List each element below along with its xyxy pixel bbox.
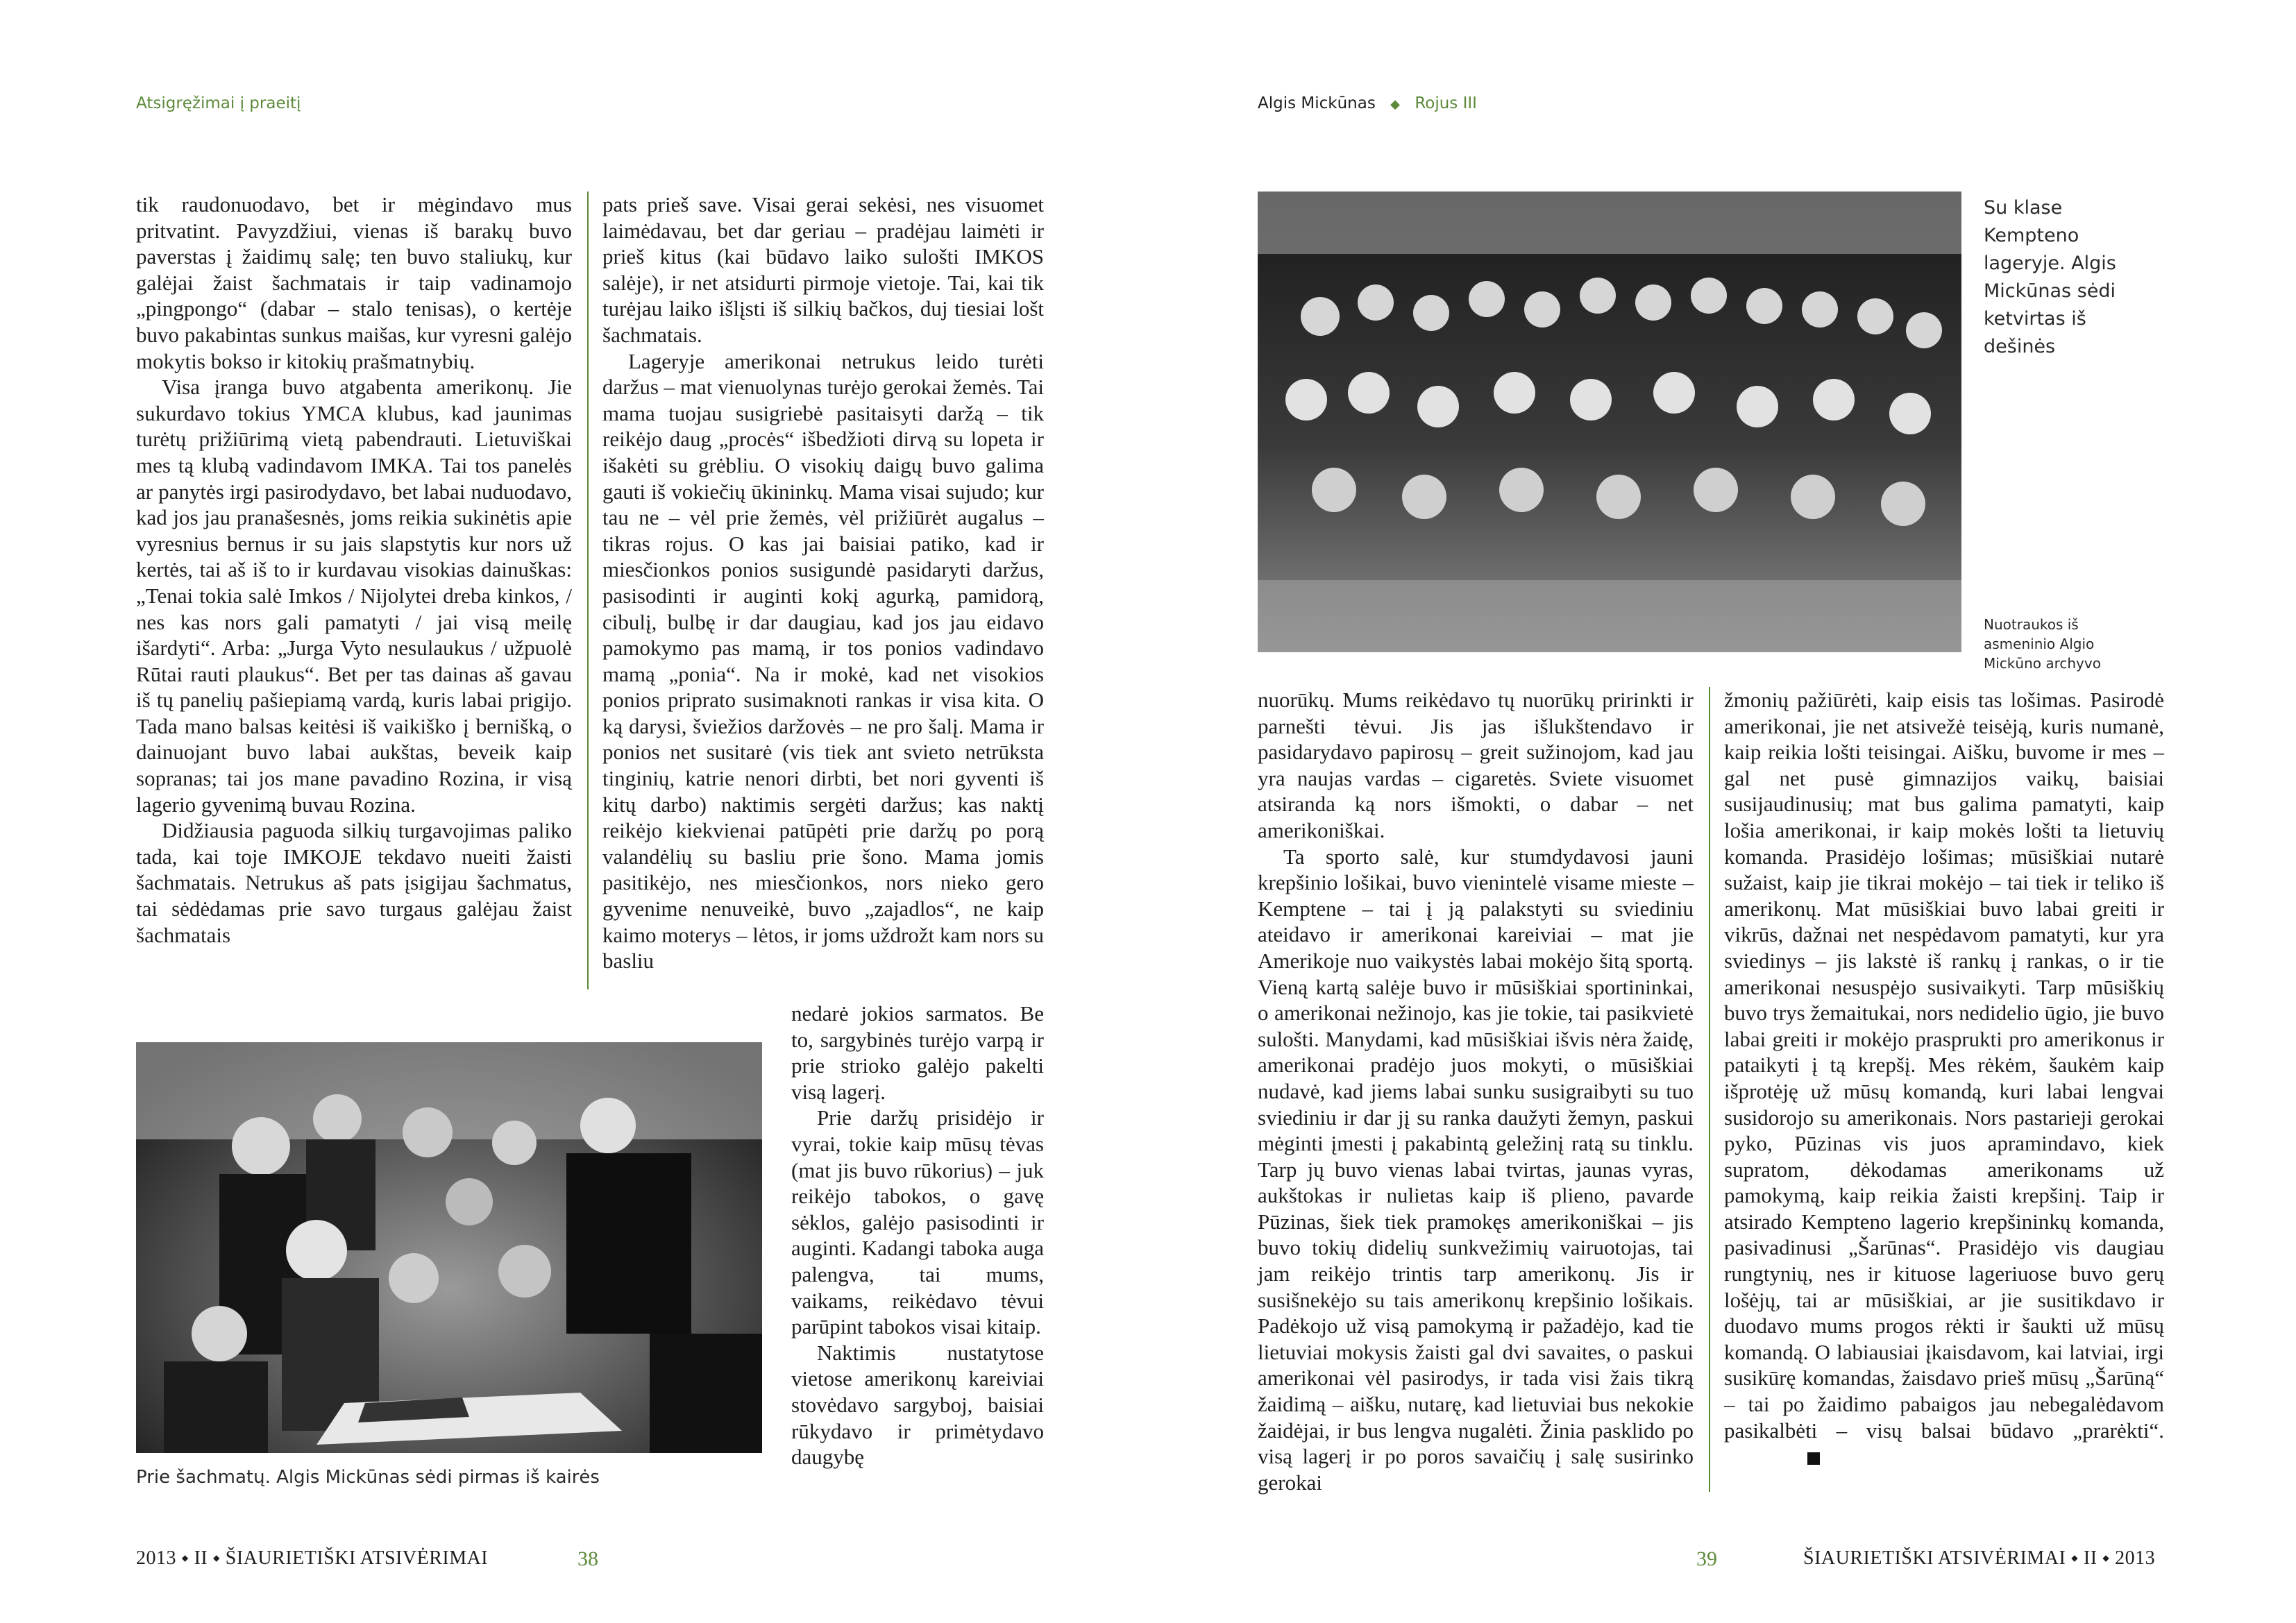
- right-column-2: [1724, 687, 2164, 1470]
- left-running-header: Atsigręžimai į praeitį: [136, 94, 301, 112]
- right-page-number: 39: [1696, 1547, 1717, 1570]
- paragraph-text: žmonių pažiūrėti, kaip eisis tas lošimas. Pasirodė amerikonai, jie net atsivežė teisėją, kuris numanė, kaip reikia lošti teisingai. Aišku, buvome ir mes – gal net pusė gimnazijos vaikų, baisiai susijaudinusių; mat bus galima pamatyti, kaip lošia amerikonai, ir kaip mokės lošti ta lietuvių komanda. Prasidėjo lošimas; mūsiškiai nutarė sužaist, kaip jie tikrai mokėjo – tai tiek ir teliko iš amerikonų. Mat mūsiškiai buvo labai greiti ir vikrūs, dažnai net nespėdavom pamatyti, kur yra sviedinys – jis lakstė iš rankų į rankas, o ir tie amerikonai nesuspėjo susivaikyti. Tarp mūsiškių buvo trys žemaitukai, nors nedidelio ūgio, jie buvo labai greiti ir mokėjo prasprukti pro amerikonus ir pataikyti į tą krepšį. Mes rėkėm, šaukėm kaip išprotėję už mūsų komandą, kuri labai lengvai susidorojo su amerikonais. Nors pastarieji gerokai pyko, Pūzinas vis juos apramindavo, kiek supratom, dėkodamas amerikonams už pamokymą, kaip reikia žaisti krepšinį. Taip ir atsirado Kempteno lagerio krepšininkų komanda, pasivadinusi „Šarūnas“. Prasidėjo vis daugiau rungtynių, nes ir kituose lageriuose buvo gerų lošėjų, tai ar mūsiškiai, ar jie susitikdavo ir duodavo mums progos rėkti ir šaukti už mūsų komandą. O labiausiai įkaisdavom, kai latviai, irgi susikūrę komandas, žaisdavo prieš mūsų „Šarūną“ – tai po žaidimo pabaigos jau nebegalėdavom pasikalbėti – visų balsai būdavo „prarėkti“.: [1724, 688, 2164, 1443]
- paragraph: Prie daržų prisidėjo ir vyrai, tokie kaip mūsų tėvas (mat jis buvo rūkorius) – juk reikėjo tabokos, o gavę sėklos, galėjo pasisodinti ir auginti. Kadangi taboka auga palengva, tai mums, vaikams, reikėdavo tėvui parūpint tabokos visai kitaip.: [791, 1105, 1044, 1339]
- paragraph: pats prieš save. Visai gerai sekėsi, nes visuomet laimėdavau, bet dar geriau – pradėjau laimėti ir prieš kitus (kai būdavo laiko sulošti IMKOS salėje), ir net atsidurti pirmoje vietoje. Tai, kai tik turėjau laiko išlįsti iš silkių bačkos, duj tiesiai lošt šachmatais.: [602, 192, 1044, 347]
- chess-photo-image: [136, 1042, 762, 1453]
- paragraph: Lageryje amerikonai netrukus leido turėti daržus – mat vienuolynas turėjo gerokai žemės. Tai mama tuojau susigriebė pasitaisyti daržą – tik reikėjo daug „procės“ išbedžioti dirvą su lopeta ir išakėti su grėbliu. O visokių daigų buvo galima gauti iš vokiečių ūkininkų. Mama visai sujudo; kur tau ne – vėl prie žemės, vėl prižiūrėt augalus – tikras rojus. O kas jai baisiai patiko, kad ir miesčionkos ponios susigundė pasidaryti daržus, pasisodinti ir auginti kokį agurką, pamidorą, cibulį, bulbę ir dar daugiau, kad jos jau eidavo pamokymo pas mamą, ir tos ponios vadindavo mamą „ponia“. Na ir mokė, kad net visokios ponios priprato susimaknoti rankas ir visa kita. O ką darysi, šviežios daržovės – ne pro šalį. Mama ir ponios net susitarė (vis tiek ant svieto netrūksta tinginių, katrie nenori dirbti, bet nori gyventi iš kitų darbo) naktimis sergėti daržus; kas naktį reikėjo kiekvienai patūpėti prie daržų po porą valandėlių su basliu prie šono. Mama jomis pasitikėjo, nes miesčionkos, nors nieko gero gyvenime nenuveikė, buvo „zajadlos“, ne kaip kaimo moterys – lėtos, ir joms uždrožt kam nors su basliu: [602, 348, 1044, 974]
- right-running-header: [1258, 94, 1477, 112]
- left-footer: 2013 ⬩ II ⬩ ŠIAURIETIŠKI ATSIVĖRIMAI: [136, 1547, 489, 1569]
- chess-photo: [136, 1042, 762, 1453]
- column-divider: [1709, 687, 1710, 1492]
- right-footer: ŠIAURIETIŠKI ATSIVĖRIMAI ⬩ II ⬩ 2013: [1803, 1547, 2156, 1569]
- left-column-2-narrow: [791, 1001, 1044, 1470]
- column-divider: [587, 192, 589, 989]
- paragraph: nuorūkų. Mums reikėdavo tų nuorūkų pririnkti ir parnešti tėvui. Jis jas išlukštendavo ir pasidarydavo papirosų – greit sužinojom, kad jau yra naujas vardas – cigaretės. Sviete visuomet atsiranda ką nors išmokti, o dabar – net amerikoniškai.: [1258, 688, 1694, 842]
- class-photo-image: [1258, 192, 1961, 652]
- left-page-number: 38: [577, 1547, 598, 1570]
- paragraph: Ta sporto salė, kur stumdydavosi jauni krepšinio lošikai, buvo vienintelė visame mieste – Kemptene – tai į ją palakstyti su sviediniu ateidavo ir amerikonai kareiviai – mat jie Amerikoje nuo vaikystės labai mokėjo šitą sportą. Vieną kartą salėje buvo ir mūsiškiai sportininkai, o amerikonai nežinojo, kas jie tokie, tai pasikvietė sulošti. Manydami, kad mūsiškiai išvis nėra žaidę, amerikonai pradėjo juos mokyti, o mūsiškiai nudavė, kad jiems labai sunku susigraibyti su tuo sviediniu ir dar jį su ranka daužyti žemyn, paskui mėginti įmesti į pakabintą geležinį ratą su tinklu. Tarp jų buvo vienas labai tvirtas, jaunas vyras, aukštokas ir nulietas kaip iš plieno, pavarde Pūzinas, šiek tiek pramokęs amerikoniškai – jis buvo tokių didelių sunkvežimių vairuotojas, tai jam reikėjo trintis tarp amerikonų. Jis ir susišnekėjo su tais amerikonų krepšinio lošikais. Padėkojo už visą pamokymą ir pažadėjo, kad tie lietuviai mokysis žaisti gal dvi savaites, o paskui amerikonai vėl pasirodys, ir tada visi žais tikrą žaidimą – aišku, nutarę, kad lietuviai bus nekokie žaidėjai, ir bus lengva nugalėti. Žinia pasklido po visą lagerį ir po poros savaičių į salę susirinko gerokai: [1258, 844, 1694, 1495]
- right-column-1: [1258, 687, 1694, 1495]
- left-column-2: [602, 192, 1044, 974]
- end-mark-icon: [1807, 1452, 1820, 1465]
- class-photo: [1258, 192, 1961, 652]
- paragraph: Visa įranga buvo atgabenta amerikonų. Jie sukurdavo tokius YMCA klubus, kad jaunimas turėtų prižiūrimą vietą pabendrauti. Lietuviškai mes tą klubą vadindavom IMKA. Tai tos panelės ar panytės irgi pasirodydavo, bet labai nuduodavo, kad jos jau pranašesnės, joms reikia sukinėtis apie vyresnius bernus ir su jais slapstytis kur nors už kertės, tai aš iš to ir kurdavau visokias dainuškas: „Tenai tokia salė Imkos / Nijolytei dreba kinkos, / nes kas nors gali pamatyti / jai visą meilę išardyti“. Arba: „Jurga Vyto nesulaukus / užpuolė Rūtai rauti plaukus“. Bet per tas dainas aš gavau iš tų panelių pašiepiamą vardą, kuris labai prigijo. Tada mano balsas keitėsi iš vaikiško į bernišką, o dainuojant buvo labai aukštas, beveik kaip sopranas; tai jos mane pavadino Rozina, ir visą lagerio gyvenimą buvau Rozina.: [136, 375, 572, 817]
- paragraph: [1724, 687, 2164, 1470]
- paragraph: Naktimis nustatytose vietose amerikonų kareiviai stovėdavo sargyboj, baisiai rūkydavo ir primėtydavo daugybę: [791, 1340, 1044, 1470]
- header-title: Rojus III: [1415, 94, 1477, 112]
- paragraph: tik raudonuodavo, bet ir mėgindavo mus pritvatint. Pavyzdžiui, vienas iš barakų buvo paverstas į žaidimų salę; ten buvo staliukų, kur galėjai žaist šachmatais ir taip vadinamojo „pingpongo“ (dabar – stalo tenisas), o kertėje buvo pakabintas sunkus maišas, kur vyresni galėjo mokytis bokso ir kitokių prašmatnybių.: [136, 192, 572, 373]
- diamond-icon: ◆: [1390, 97, 1400, 112]
- chess-photo-caption: Prie šachmatų. Algis Mickūnas sėdi pirmas iš kairės: [136, 1467, 600, 1488]
- left-column-1: [136, 192, 572, 948]
- header-author: Algis Mickūnas: [1258, 94, 1376, 112]
- paragraph: nedarė jokios sarmatos. Be to, sargybinės turėjo varpą ir prie strioko galėjo pakelti visą lagerį.: [791, 1001, 1044, 1104]
- paragraph: Didžiausia paguoda silkių turgavojimas paliko tada, kai toje IMKOJE tekdavo nueiti žaisti šachmatais. Netrukus aš pats įsigijau šachmatus, tai sėdėdamas prie savo turgaus galėjau žaist šachmatais: [136, 818, 572, 947]
- photo-credit: Nuotraukos iš asmeninio Algio Mickūno archyvo: [1984, 616, 2101, 672]
- class-photo-caption: Su klase Kempteno lageryje. Algis Mickūnas sėdi ketvirtas iš dešinės: [1984, 197, 2116, 357]
